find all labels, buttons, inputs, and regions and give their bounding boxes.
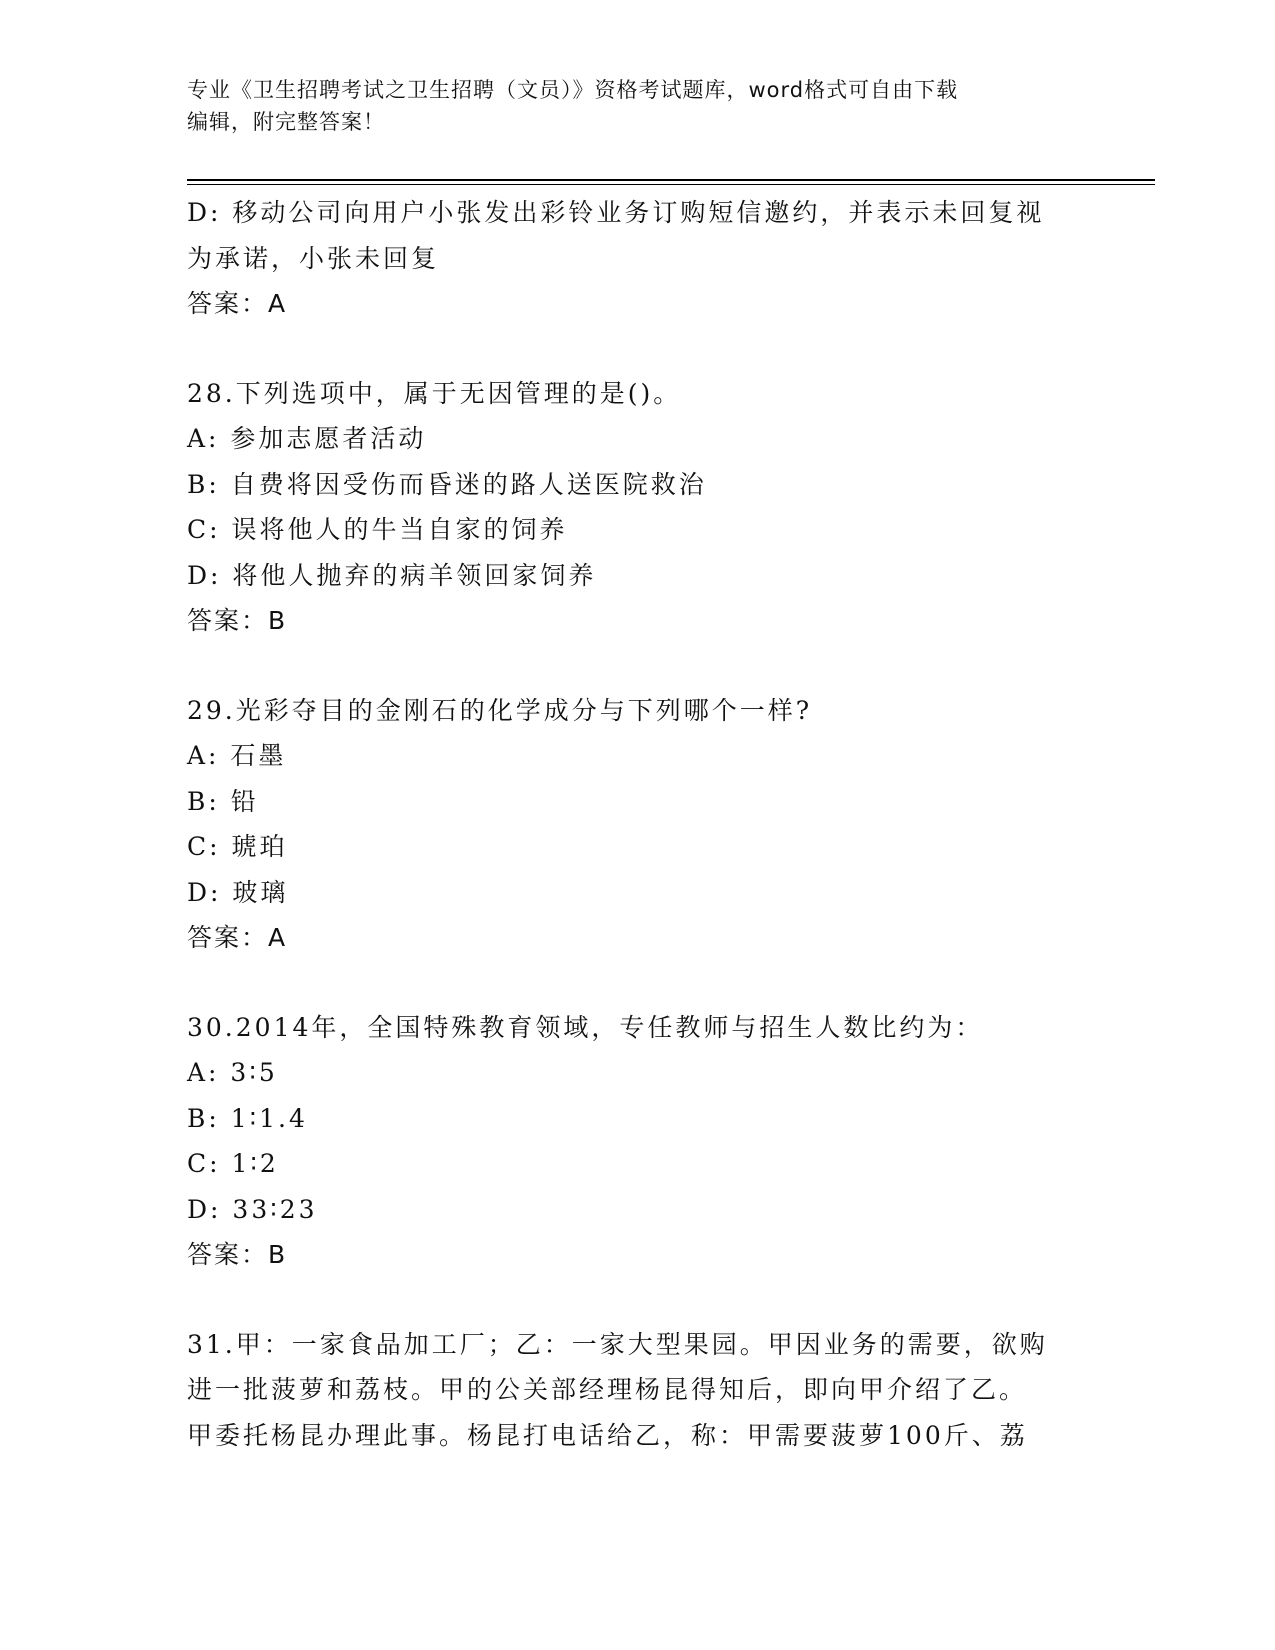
question-30: [187, 1005, 1087, 1278]
option-c: C: 琥珀: [187, 832, 288, 861]
option-d-line-2: 为承诺，小张未回复: [187, 243, 440, 273]
option-b: B: 铅: [187, 786, 259, 816]
question-28: [187, 371, 1087, 644]
header-rule-thick: [187, 179, 1155, 181]
option-d: D: 玻璃: [187, 877, 289, 907]
spacer: [187, 961, 1087, 1005]
option-a: A: 石墨: [187, 741, 287, 770]
continued-question: [187, 190, 1087, 327]
question-stem-line-2: 进一批菠萝和荔枝。甲的公关部经理杨昆得知后，即向甲介绍了乙。: [187, 1375, 1028, 1404]
document-header: [187, 74, 1087, 138]
spacer: [187, 1278, 1087, 1322]
option-d: D: 将他人抛弃的病羊领回家饲养: [187, 560, 597, 590]
question-29: [187, 688, 1087, 961]
answer-line: 答案：B: [187, 1240, 288, 1269]
header-rule-thin: [187, 184, 1155, 185]
option-a: A: 3∶5: [187, 1058, 278, 1087]
question-stem: 28.下列选项中，属于无因管理的是()。: [187, 378, 682, 408]
question-stem-line-3: 甲委托杨昆办理此事。杨昆打电话给乙，称：甲需要菠萝100斤、荔: [187, 1420, 1028, 1450]
option-d: D: 33∶23: [187, 1194, 318, 1224]
spacer: [187, 644, 1087, 688]
answer-line: 答案：A: [187, 289, 288, 318]
option-c: C: 1∶2: [187, 1149, 279, 1178]
answer-line: 答案：A: [187, 923, 288, 952]
spacer: [187, 327, 1087, 371]
question-list: [187, 190, 1087, 1458]
question-stem: 29.光彩夺目的金刚石的化学成分与下列哪个一样?: [187, 695, 813, 725]
header-line-2: 编辑，附完整答案！: [187, 110, 385, 134]
question-stem-line-1: 31.甲：一家食品加工厂；乙：一家大型果园。甲因业务的需要，欲购: [187, 1329, 1048, 1359]
question-stem: 30.2014年，全国特殊教育领域，专任教师与招生人数比约为：: [187, 1012, 984, 1042]
header-line-1: 专业《卫生招聘考试之卫生招聘（文员）》资格考试题库，word格式可自由下载: [187, 78, 959, 102]
question-31: [187, 1322, 1087, 1459]
option-b: B: 1∶1.4: [187, 1103, 308, 1133]
option-c: C: 误将他人的牛当自家的饲养: [187, 515, 568, 544]
option-a: A: 参加志愿者活动: [187, 424, 427, 453]
answer-line: 答案：B: [187, 606, 288, 635]
option-d-line-1: D: 移动公司向用户小张发出彩铃业务订购短信邀约，并表示未回复视: [187, 198, 1045, 227]
option-b: B: 自费将因受伤而昏迷的路人送医院救治: [187, 469, 707, 499]
